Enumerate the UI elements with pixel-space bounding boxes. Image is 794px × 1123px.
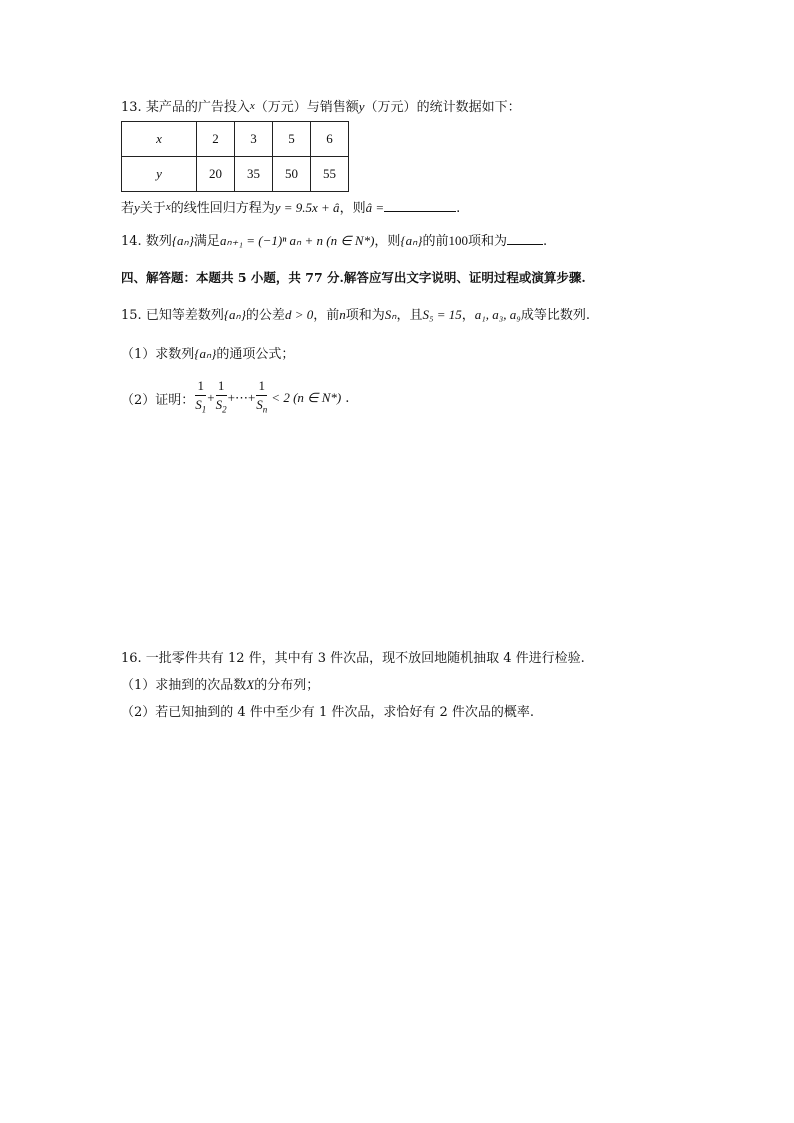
sequence: {aₙ} [194,346,217,361]
q13-unit: （万元） [254,100,307,115]
q14-text: 的前 [422,234,449,249]
q13-text: 的统计数据如下： [416,100,521,115]
table-row [122,122,349,157]
table-cell: 50 [273,157,311,192]
q13-var-x: x [249,100,255,112]
q15-comma: ， [461,308,475,323]
q14-text: 数列 [145,234,172,249]
inequality-tail: < 2 (n ∈ N*) [271,390,342,405]
table-cell: x [122,122,197,157]
table-cell: 55 [311,157,349,192]
q16-part1-label: （1）求抽到的次品数 [121,678,247,693]
data-table [121,121,349,192]
term-count: 100 [448,233,469,248]
answer-blank [507,244,543,245]
answer-blank [384,211,456,212]
recurrence-relation: aₙ₊₁ = (−1)ⁿ aₙ + n (n ∈ N*) [219,233,375,248]
q15-part1-text: 的通项公式； [216,347,295,362]
condition-s5: S₅ = 15 [422,307,462,322]
regression-equation: y = 9.5x + â [274,200,340,215]
q13-end: . [456,201,461,216]
q15-line1 [121,304,590,323]
q16-part1-text: 的分布列； [254,678,320,693]
q15-part1 [121,343,294,362]
table-cell: 20 [197,157,235,192]
q13-text: 的线性回归方程为 [170,201,275,216]
q13-line1 [121,96,521,115]
sequence: {aₙ} [171,233,194,248]
q14-end: . [543,234,548,249]
table-cell: y [122,157,197,192]
q15-part1-label: （1）求数列 [121,347,195,362]
q13-var-x: x [165,201,171,213]
q13-text: 关于 [139,201,166,216]
var-x-capital: X [246,677,255,692]
sequence: {aₙ} [223,307,246,322]
q13-text: 若 [121,201,135,216]
q15-text: 的公差 [245,308,285,323]
q15-text: 已知等差数列 [145,308,224,323]
table-cell: 5 [273,122,311,157]
fraction: $\frac{1}{S_2}$ [215,378,227,415]
q15-text: 项和为 [345,308,385,323]
table-cell: 6 [311,122,349,157]
var-sn: Sₙ [384,307,397,322]
q14-text: 满足 [193,234,220,249]
q16-line1: 16. 一批零件共有 12 件，其中有 3 件次品，现不放回地随机抽取 4 件进行检验. [121,651,585,666]
q13-number: 13. [121,100,142,115]
q15-number: 15. [121,308,142,323]
q13-text: ，则 [339,201,366,216]
q13-text: 某产品的广告投入 [145,100,250,115]
q13-unit: （万元） [364,100,417,115]
q13-var-y: y [358,99,365,114]
q13-line2 [121,197,460,216]
geometric-terms: a₁, a₃, a₉ [474,307,521,322]
table-cell: 35 [235,157,273,192]
fraction: $\frac{1}{S_1}$ [195,378,207,415]
q15-part2: （2）证明： $\frac{1}{S_1}$ + $\frac{1}{S_2}$ +⋯+ $\frac{1}{S_n}$ < 2 (n ∈ N*) . [121,376,349,420]
sequence: {aₙ} [400,233,423,248]
q16-part2: （2）若已知抽到的 4 件中至少有 1 件次品，求恰好有 2 件次品的概率. [121,705,535,720]
table-cell: 2 [197,122,235,157]
q15-part2-label: （2）证明： [121,392,195,408]
q14-line [121,230,547,249]
q16-part1 [121,674,319,693]
q14-text: 项和为 [468,234,508,249]
q15-end: . [585,308,590,323]
table-cell: 3 [235,122,273,157]
fraction: $\frac{1}{S_n}$ [256,378,268,415]
q15-text: ，且 [396,308,423,323]
q14-number: 14. [121,234,142,249]
var-n: n [339,307,346,322]
q14-text: ，则 [374,234,401,249]
section-heading: 四、解答题：本题共 5 小题，共 77 分.解答应写出文字说明、证明过程或演算步骤. [121,270,586,285]
q13-var-y: y [134,200,140,215]
table-row [122,157,349,192]
q13-text: 与销售额 [306,100,359,115]
q15-text: ，前 [313,308,340,323]
answer-prompt: â = [365,200,385,215]
q15-part2-end: . [345,390,350,406]
q15-text: 成等比数列 [520,308,586,323]
condition-d: d > 0 [284,307,314,322]
